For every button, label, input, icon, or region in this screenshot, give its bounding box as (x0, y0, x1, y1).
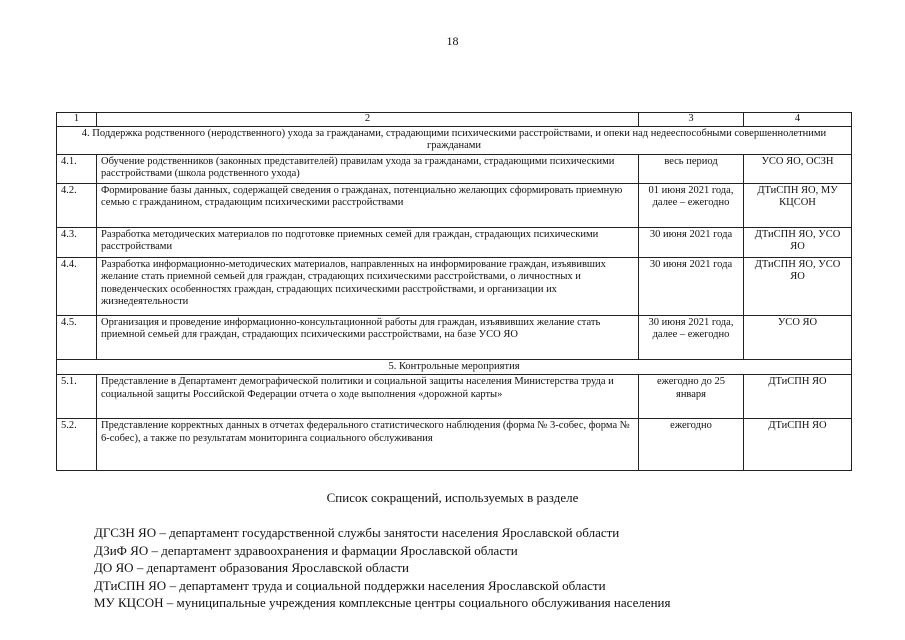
header-cell: 2 (97, 113, 639, 127)
row-period: ежегодно (639, 419, 744, 471)
table-row (57, 419, 852, 471)
abbreviation-item: МУ КЦСОН – муниципальные учреждения комплексные центры социального обслуживания населения (94, 595, 671, 611)
abbreviation-item: ДТиСПН ЯО – департамент труда и социальной поддержки населения Ярославской области (94, 577, 606, 593)
row-responsible: ДТиСПН ЯО, УСО ЯО (744, 227, 852, 257)
row-text: Разработка информационно-методических материалов, направленных на информирование граждан, изъявивших желание стать приемной семьей для граждан, страдающих психическими расстройствами, о личностных и поведенческих особенностях граждан, страдающих психическими расстройствами, и организации их жизнедеятельности (97, 257, 639, 315)
row-period: 30 июня 2021 года, далее – ежегодно (639, 315, 744, 359)
page-number: 18 (446, 34, 459, 48)
row-responsible: ДТиСПН ЯО (744, 375, 852, 419)
row-text: Обучение родственников (законных представителей) правилам ухода за гражданами, страдающими психическими расстройствами (школа родственного ухода) (97, 154, 639, 183)
header-cell: 1 (57, 113, 97, 127)
header-cell: 4 (744, 113, 852, 127)
row-text: Разработка методических материалов по подготовке приемных семей для граждан, страдающих психическими расстройствами (97, 227, 639, 257)
row-number: 5.1. (57, 375, 97, 419)
row-text: Организация и проведение информационно-консультационной работы для граждан, изъявивших желание стать приемной семьей для граждан, страдающих психическими расстройствами, на базе УСО ЯО (97, 315, 639, 359)
row-text: Представление в Департамент демографической политики и социальной защиты населения Министерства труда и социальной защиты Российской Федерации отчета о ходе выполнения «дорожной карты» (97, 375, 639, 419)
table-row (57, 183, 852, 227)
row-responsible: ДТиСПН ЯО, МУ КЦСОН (744, 183, 852, 227)
row-number: 4.5. (57, 315, 97, 359)
row-text: Представление корректных данных в отчетах федерального статистического наблюдения (форма № 3-собес, форма № 6-собес), а также по результатам мониторинга социального обслуживания (97, 419, 639, 471)
row-period: 30 июня 2021 года (639, 257, 744, 315)
table-row (57, 227, 852, 257)
abbreviations-title: Список сокращений, используемых в разделе (326, 490, 579, 505)
row-period: ежегодно до 25 января (639, 375, 744, 419)
abbreviations-list (94, 524, 671, 612)
table-row (57, 375, 852, 419)
abbreviation-item: ДО ЯО – департамент образования Ярославской области (94, 560, 409, 576)
row-number: 5.2. (57, 419, 97, 471)
table-row (57, 257, 852, 315)
header-cell: 3 (639, 113, 744, 127)
row-responsible: ДТиСПН ЯО (744, 419, 852, 471)
table-header-row (57, 113, 852, 127)
measures-table (56, 112, 852, 471)
row-number: 4.2. (57, 183, 97, 227)
row-number: 4.1. (57, 154, 97, 183)
row-period: 30 июня 2021 года (639, 227, 744, 257)
table-row (57, 315, 852, 359)
section-title-row (57, 359, 852, 375)
section-title: 4. Поддержка родственного (неродственного) ухода за гражданами, страдающими психическими расстройствами, и опеки над недееспособными совершеннолетними гражданами (57, 126, 852, 154)
row-responsible: УСО ЯО, ОСЗН (744, 154, 852, 183)
row-text: Формирование базы данных, содержащей сведения о гражданах, потенциально желающих сформировать приемную семью с гражданином, страдающим психическими расстройствами (97, 183, 639, 227)
row-responsible: УСО ЯО (744, 315, 852, 359)
table-row (57, 154, 852, 183)
row-period: 01 июня 2021 года, далее – ежегодно (639, 183, 744, 227)
row-period: весь период (639, 154, 744, 183)
row-number: 4.3. (57, 227, 97, 257)
abbreviation-item: ДГСЗН ЯО – департамент государственной службы занятости населения Ярославской области (94, 525, 620, 540)
row-number: 4.4. (57, 257, 97, 315)
abbreviation-item: ДЗиФ ЯО – департамент здравоохранения и фармации Ярославской области (94, 542, 518, 558)
row-responsible: ДТиСПН ЯО, УСО ЯО (744, 257, 852, 315)
section-title: 5. Контрольные мероприятия (57, 359, 852, 375)
section-title-row (57, 126, 852, 154)
